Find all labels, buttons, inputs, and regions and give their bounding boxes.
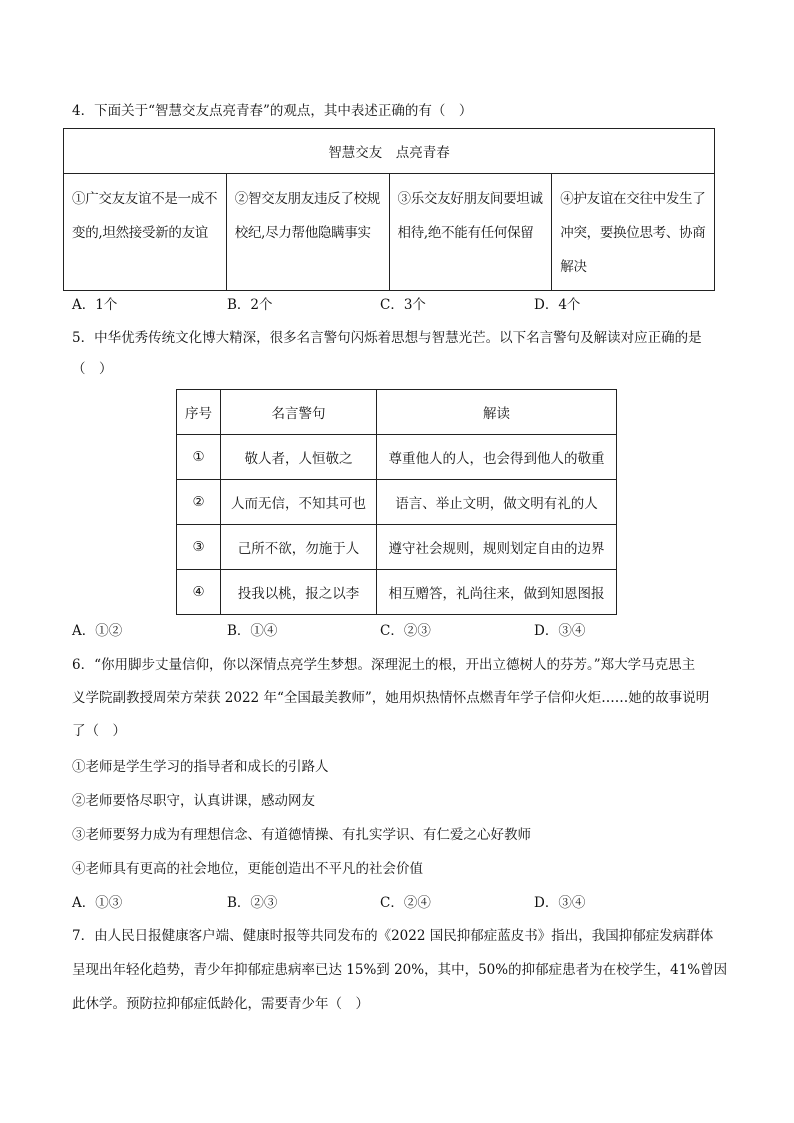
q6-statement-2: ②老师要恪尽职守，认真讲课，感动网友	[72, 793, 315, 809]
q6-option-b[interactable]: B．②③	[227, 895, 278, 911]
q6-option-c[interactable]: C．②④	[380, 895, 431, 911]
q5-row1-quote: 敬人者，人恒敬之	[221, 435, 377, 480]
table-row	[177, 480, 617, 525]
q6-stem-line3: 了（ ）	[72, 723, 126, 739]
q5-row2-quote: 人而无信，不知其可也	[221, 480, 377, 525]
q5-row4-index: ④	[177, 570, 221, 615]
q7-stem-line1: 7．由人民日报健康客户端、健康时报等共同发布的《2022 国民抑郁症蓝皮书》指出，我国抑郁症发病群体	[72, 928, 714, 944]
q5-row4-quote: 投我以桃，报之以李	[221, 570, 377, 615]
q5-row1-index: ①	[177, 435, 221, 480]
q5-option-d[interactable]: D．③④	[534, 623, 586, 639]
q5-row3-meaning: 遵守社会规则，规则划定自由的边界	[377, 525, 617, 570]
q5-row2-meaning: 语言、举止文明，做文明有礼的人	[377, 480, 617, 525]
q4-table-title: 智慧交友 点亮青春	[64, 129, 715, 174]
q5-stem-line1: 5．中华优秀传统文化博大精深，很多名言警句闪烁着思想与智慧光芒。以下名言警句及解读对应正确的是	[72, 330, 702, 346]
q4-cell-1: ①广交友友谊不是一成不变的,坦然接受新的友谊	[64, 174, 227, 291]
q4-cell-2: ②智交友朋友违反了校规校纪,尽力帮他隐瞒事实	[226, 174, 389, 291]
q5-header-meaning: 解读	[377, 390, 617, 435]
q6-option-d[interactable]: D．③④	[534, 895, 586, 911]
q4-option-a[interactable]: A．1个	[72, 297, 118, 313]
q5-options	[72, 621, 732, 641]
q6-options	[72, 893, 732, 913]
table-row	[177, 435, 617, 480]
q6-option-a[interactable]: A．①③	[72, 895, 123, 911]
q4-cell-3: ③乐交友好朋友间要坦诚相待,绝不能有任何保留	[389, 174, 552, 291]
q5-row3-quote: 己所不欲，勿施于人	[221, 525, 377, 570]
q4-option-b[interactable]: B．2个	[227, 297, 273, 313]
q5-option-c[interactable]: C．②③	[380, 623, 431, 639]
q4-options	[72, 295, 732, 315]
q5-option-b[interactable]: B．①④	[227, 623, 278, 639]
q4-option-c[interactable]: C．3个	[380, 297, 426, 313]
q5-header-index: 序号	[177, 390, 221, 435]
table-row	[177, 525, 617, 570]
q5-option-a[interactable]: A．①②	[72, 623, 123, 639]
q5-header-row	[177, 390, 617, 435]
q5-row4-meaning: 相互赠答，礼尚往来，做到知恩图报	[377, 570, 617, 615]
q5-row1-meaning: 尊重他人的人，也会得到他人的敬重	[377, 435, 617, 480]
q6-stem-line2: 义学院副教授周荣方荣获 2022 年“全国最美教师”，她用炽热情怀点燃青年学子信仰火炬……她的故事说明	[72, 690, 710, 706]
q5-table	[176, 389, 617, 615]
q4-option-d[interactable]: D．4个	[534, 297, 581, 313]
q4-table	[63, 128, 715, 291]
q7-stem-line2: 呈现出年轻化趋势，青少年抑郁症患病率已达 15%到 20%，其中，50%的抑郁症患者为在校学生，41%曾因	[72, 962, 728, 978]
q5-header-quote: 名言警句	[221, 390, 377, 435]
q5-row2-index: ②	[177, 480, 221, 525]
q6-stem-line1: 6．“你用脚步丈量信仰，你以深情点亮学生梦想。深理泥土的根，开出立德树人的芬芳。”郑大学马克思主	[72, 657, 696, 673]
q5-row3-index: ③	[177, 525, 221, 570]
q4-stem: 4．下面关于“智慧交友点亮青春”的观点，其中表述正确的有（ ）	[72, 103, 473, 119]
q6-statement-1: ①老师是学生学习的指导者和成长的引路人	[72, 759, 329, 775]
q4-cell-4: ④护友谊在交往中发生了冲突，要换位思考、协商解决	[552, 174, 715, 291]
q5-stem-line2: （ ）	[72, 361, 113, 377]
table-row	[177, 570, 617, 615]
q7-stem-line3: 此休学。预防拉抑郁症低龄化，需要青少年（ ）	[72, 996, 369, 1012]
q6-statement-4: ④老师具有更高的社会地位，更能创造出不平凡的社会价值	[72, 861, 423, 877]
q6-statement-3: ③老师要努力成为有理想信念、有道德情操、有扎实学识、有仁爱之心好教师	[72, 827, 531, 843]
